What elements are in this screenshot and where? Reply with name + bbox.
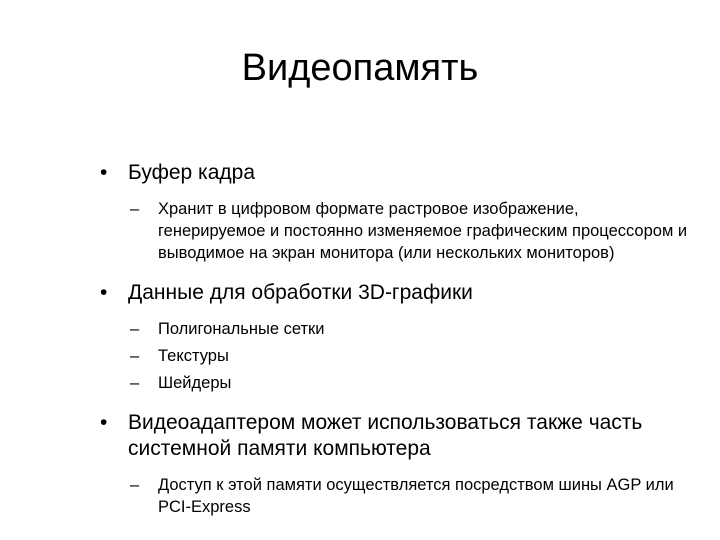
bullet-marker: • bbox=[100, 281, 108, 304]
sub-list-3d-data bbox=[98, 318, 688, 394]
bullet-system-memory bbox=[98, 410, 688, 462]
sub-item bbox=[98, 474, 688, 518]
bullet-3d-data bbox=[98, 280, 688, 306]
dash-marker: – bbox=[130, 200, 140, 218]
sub-item-text: Хранит в цифровом формате растровое изображение, генерируемое и постоянно изменяемое графическим процессором и выводимое на экран монитора (или нескольких мониторов) bbox=[158, 200, 688, 262]
sub-item-text: Шейдеры bbox=[158, 374, 232, 392]
bullet-text: Данные для обработки 3D-графики bbox=[128, 281, 473, 304]
bullet-text: Видеоадаптером может использоваться также часть системной памяти компьютера bbox=[128, 411, 643, 460]
slide-title: Видеопамять bbox=[241, 47, 479, 89]
dash-marker: – bbox=[130, 320, 140, 338]
dash-marker: – bbox=[130, 476, 140, 494]
bullet-frame-buffer bbox=[98, 160, 688, 186]
sub-item bbox=[98, 198, 688, 264]
dash-marker: – bbox=[130, 347, 140, 365]
sub-item-text: Доступ к этой памяти осуществляется посредством шины AGP или PCI-Express bbox=[158, 476, 674, 516]
sub-list-frame-buffer bbox=[98, 198, 688, 264]
bullet-text: Буфер кадра bbox=[128, 161, 255, 184]
sub-item bbox=[98, 318, 688, 340]
sub-item-text: Полигональные сетки bbox=[158, 320, 325, 338]
dash-marker: – bbox=[130, 374, 140, 392]
sub-list-system-memory bbox=[98, 474, 688, 518]
sub-item-text: Текстуры bbox=[158, 347, 229, 365]
bullet-marker: • bbox=[100, 411, 108, 434]
bullet-marker: • bbox=[100, 161, 108, 184]
sub-item bbox=[98, 372, 688, 394]
sub-item bbox=[98, 345, 688, 367]
slide-content bbox=[98, 160, 688, 528]
